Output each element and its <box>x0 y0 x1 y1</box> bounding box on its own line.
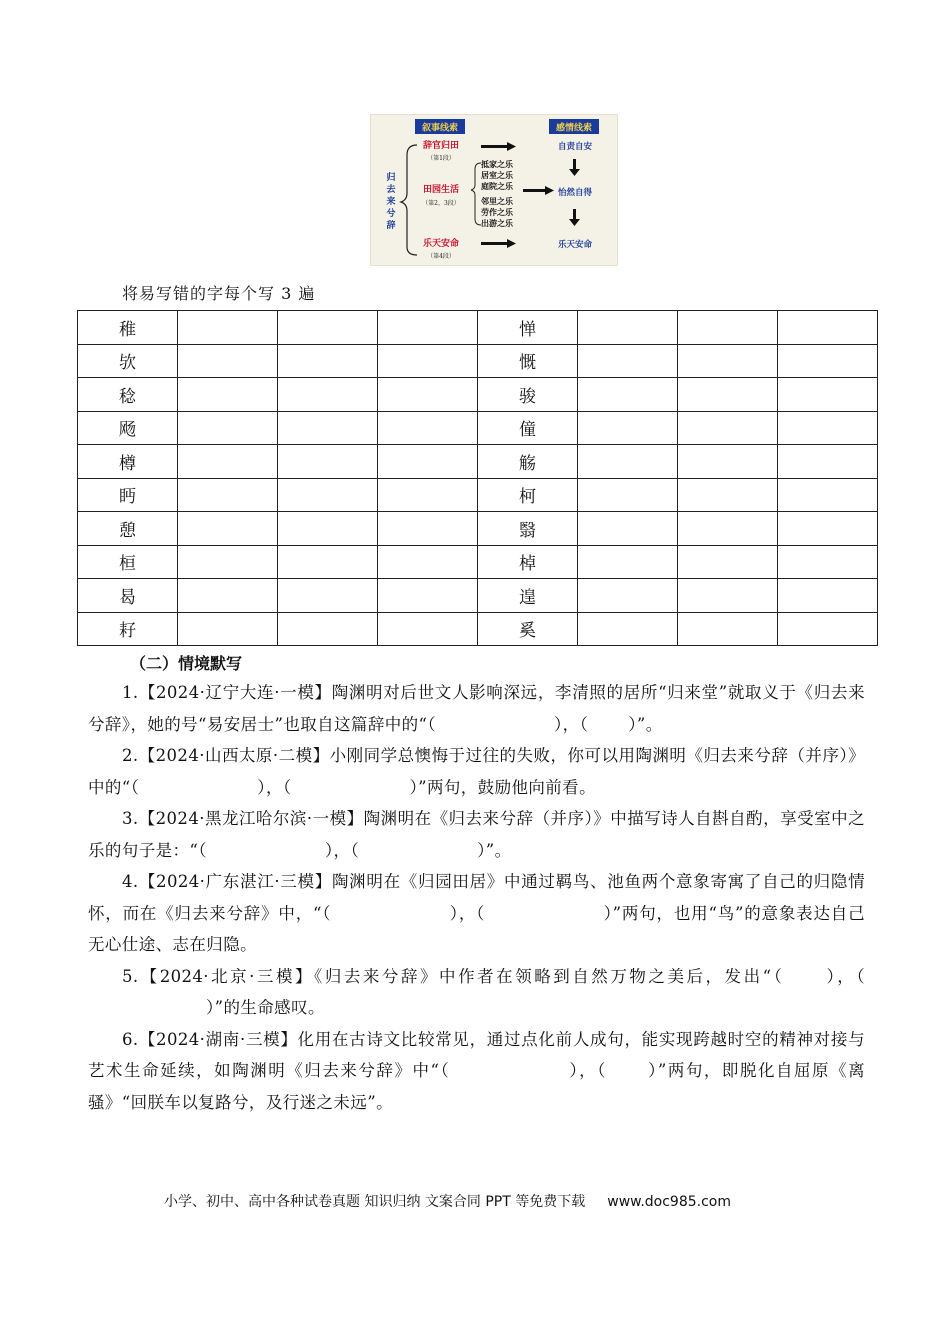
character-cell: 曷 <box>78 579 178 613</box>
table-row <box>78 311 878 345</box>
character-cell: 僮 <box>478 411 578 445</box>
writing-cell[interactable] <box>778 612 878 646</box>
writing-cell[interactable] <box>578 445 678 479</box>
writing-cell[interactable] <box>278 579 378 613</box>
writing-cell[interactable] <box>578 545 678 579</box>
writing-cell[interactable] <box>578 378 678 412</box>
table-row <box>78 378 878 412</box>
arrow-down-icon <box>573 159 576 169</box>
writing-cell[interactable] <box>378 612 478 646</box>
writing-cell[interactable] <box>778 411 878 445</box>
writing-cell[interactable] <box>178 579 278 613</box>
writing-cell[interactable] <box>678 612 778 646</box>
question-item: 2.【2024·山西太原·二模】小刚同学总懊悔于过往的失败，你可以用陶渊明《归去来兮辞（并序）》中的“（ ），（ ）”两句，鼓励他向前看。 <box>88 746 865 797</box>
character-cell: 惮 <box>478 311 578 345</box>
arrow-right-icon <box>545 186 554 195</box>
writing-cell[interactable] <box>278 512 378 546</box>
writing-cell[interactable] <box>578 512 678 546</box>
character-cell: 欤 <box>78 344 178 378</box>
branch-title-1: 辞官归田 <box>422 141 460 151</box>
writing-cell[interactable] <box>378 545 478 579</box>
svg-text:辞: 辞 <box>386 221 396 231</box>
writing-cell[interactable] <box>178 311 278 345</box>
writing-cell[interactable] <box>178 512 278 546</box>
writing-cell[interactable] <box>178 545 278 579</box>
character-cell: 桓 <box>78 545 178 579</box>
joy-item: 劳作之乐 <box>481 207 513 217</box>
footer-text: 小学、初中、高中各种试卷真题 知识归纳 文案合同 PPT 等免费下载 <box>164 1194 586 1210</box>
arrow-right-icon <box>507 239 516 248</box>
writing-cell[interactable] <box>578 579 678 613</box>
writing-cell[interactable] <box>278 478 378 512</box>
narrative-header: 叙事线索 <box>421 123 459 134</box>
writing-cell[interactable] <box>278 612 378 646</box>
writing-cell[interactable] <box>278 445 378 479</box>
writing-cell[interactable] <box>778 311 878 345</box>
footer-link[interactable]: www.doc985.com <box>607 1194 731 1210</box>
table-row <box>78 612 878 646</box>
table-row <box>78 512 878 546</box>
writing-cell[interactable] <box>378 579 478 613</box>
character-cell: 稚 <box>78 311 178 345</box>
svg-text:归: 归 <box>386 173 396 183</box>
writing-cell[interactable] <box>578 344 678 378</box>
writing-cell[interactable] <box>678 311 778 345</box>
joy-item: 邻里之乐 <box>481 196 513 206</box>
writing-cell[interactable] <box>178 411 278 445</box>
writing-cell[interactable] <box>678 411 778 445</box>
table-row <box>78 478 878 512</box>
question-item: 1.【2024·辽宁大连·一模】陶渊明对后世文人影响深远，李清照的居所“归来堂”就取义于《归去来兮辞》，她的号“易安居士”也取自这篇辞中的“（ ），（ ）”。 <box>88 683 865 734</box>
table-row <box>78 445 878 479</box>
table-row <box>78 411 878 445</box>
writing-cell[interactable] <box>678 478 778 512</box>
character-cell: 觞 <box>478 445 578 479</box>
question-item: 3.【2024·黑龙江哈尔滨·一模】陶渊明在《归去来兮辞（并序）》中描写诗人自斟自酌，享受室中之乐的句子是：“（ ），（ ）”。 <box>88 809 865 860</box>
emotion-item-1: 自责自安 <box>557 142 593 152</box>
table-row <box>78 344 878 378</box>
arrow-right-icon <box>481 145 507 148</box>
writing-cell[interactable] <box>378 344 478 378</box>
main-brace <box>401 145 417 255</box>
writing-cell[interactable] <box>178 344 278 378</box>
table-caption: 将易写错的字每个写 3 遍 <box>122 284 316 303</box>
character-cell: 耔 <box>78 612 178 646</box>
character-practice-table <box>77 310 878 646</box>
writing-cell[interactable] <box>678 344 778 378</box>
writing-cell[interactable] <box>678 378 778 412</box>
structure-diagram <box>370 114 618 266</box>
character-cell: 骏 <box>478 378 578 412</box>
svg-text:兮: 兮 <box>386 209 396 219</box>
question-item: 5.【2024·北京·三模】《归去来兮辞》中作者在领略到自然万物之美后，发出“（ ），（）”的生命感叹。 <box>122 966 865 1017</box>
writing-cell[interactable] <box>178 612 278 646</box>
writing-cell[interactable] <box>378 311 478 345</box>
writing-cell[interactable] <box>678 545 778 579</box>
writing-cell[interactable] <box>178 478 278 512</box>
character-cell: 慨 <box>478 344 578 378</box>
joys-list <box>480 159 514 228</box>
writing-cell[interactable] <box>378 411 478 445</box>
writing-cell[interactable] <box>778 579 878 613</box>
character-cell: 翳 <box>478 512 578 546</box>
writing-cell[interactable] <box>378 512 478 546</box>
table-row <box>78 545 878 579</box>
emotion-item-2: 怡然自得 <box>557 188 593 198</box>
writing-cell[interactable] <box>678 512 778 546</box>
question-item: 4.【2024·广东湛江·三模】陶渊明在《归园田居》中通过羁鸟、池鱼两个意象寄寓了自己的归隐情怀，而在《归去来兮辞》中，“（ ），（ ）”两句，也用“鸟”的意象表达自己无心仕途、志在归隐。 <box>88 872 866 954</box>
character-cell: 眄 <box>78 478 178 512</box>
writing-cell[interactable] <box>278 344 378 378</box>
character-cell: 棹 <box>478 545 578 579</box>
writing-cell[interactable] <box>778 445 878 479</box>
arrow-right-icon <box>481 242 507 245</box>
branch-sub-1: （第1段） <box>427 155 455 162</box>
writing-cell[interactable] <box>778 512 878 546</box>
page-footer <box>164 1191 731 1211</box>
question-list <box>88 677 865 1118</box>
joy-item: 居室之乐 <box>481 170 513 180</box>
branch-sub-3: （第4段） <box>427 253 455 260</box>
arrow-down-icon <box>569 219 580 226</box>
writing-cell[interactable] <box>378 445 478 479</box>
arrow-down-icon <box>573 209 576 219</box>
writing-cell[interactable] <box>678 445 778 479</box>
character-cell: 稔 <box>78 378 178 412</box>
emotion-item-3: 乐天安命 <box>557 240 593 250</box>
branch-title-3: 乐天安命 <box>422 239 460 249</box>
table-row <box>78 579 878 613</box>
joy-item: 出游之乐 <box>481 218 513 228</box>
branch-sub-2: （第2、3段） <box>422 200 460 207</box>
character-cell: 樽 <box>78 445 178 479</box>
arrow-right-icon <box>507 142 516 151</box>
writing-cell[interactable] <box>378 378 478 412</box>
writing-cell[interactable] <box>278 311 378 345</box>
question-item: 6.【2024·湖南·三模】化用在古诗文比较常见，通过点化前人成句，能实现跨越时空的精神对接与艺术生命延续，如陶渊明《归去来兮辞》中“（ ），（ ）”两句，即脱化自屈原《离骚》“回朕车以复路兮，及行迷之未远”。 <box>88 1029 866 1112</box>
writing-cell[interactable] <box>578 311 678 345</box>
writing-cell[interactable] <box>578 478 678 512</box>
structure-diagram-svg <box>371 115 617 265</box>
svg-text:来: 来 <box>386 197 396 207</box>
joy-item: 庭院之乐 <box>481 181 513 191</box>
character-cell: 遑 <box>478 579 578 613</box>
emotion-header: 感情线索 <box>555 123 593 134</box>
root-title <box>386 171 395 231</box>
writing-cell[interactable] <box>578 411 678 445</box>
writing-cell[interactable] <box>778 478 878 512</box>
character-cell: 奚 <box>478 612 578 646</box>
character-cell: 飏 <box>78 411 178 445</box>
writing-cell[interactable] <box>778 545 878 579</box>
svg-text:去: 去 <box>386 185 396 195</box>
writing-cell[interactable] <box>378 478 478 512</box>
writing-cell[interactable] <box>278 545 378 579</box>
joy-item: 抵家之乐 <box>481 159 513 169</box>
character-cell: 憩 <box>78 512 178 546</box>
writing-cell[interactable] <box>578 612 678 646</box>
character-cell: 柯 <box>478 478 578 512</box>
writing-cell[interactable] <box>778 344 878 378</box>
joys-brace <box>471 163 481 225</box>
writing-cell[interactable] <box>678 579 778 613</box>
arrow-down-icon <box>569 169 580 176</box>
branch-title-2: 田园生活 <box>422 185 460 195</box>
section-title: （二）情境默写 <box>130 654 243 673</box>
writing-cell[interactable] <box>278 411 378 445</box>
writing-cell[interactable] <box>278 378 378 412</box>
writing-cell[interactable] <box>778 378 878 412</box>
writing-cell[interactable] <box>178 378 278 412</box>
arrow-right-icon <box>523 189 545 192</box>
writing-cell[interactable] <box>178 445 278 479</box>
